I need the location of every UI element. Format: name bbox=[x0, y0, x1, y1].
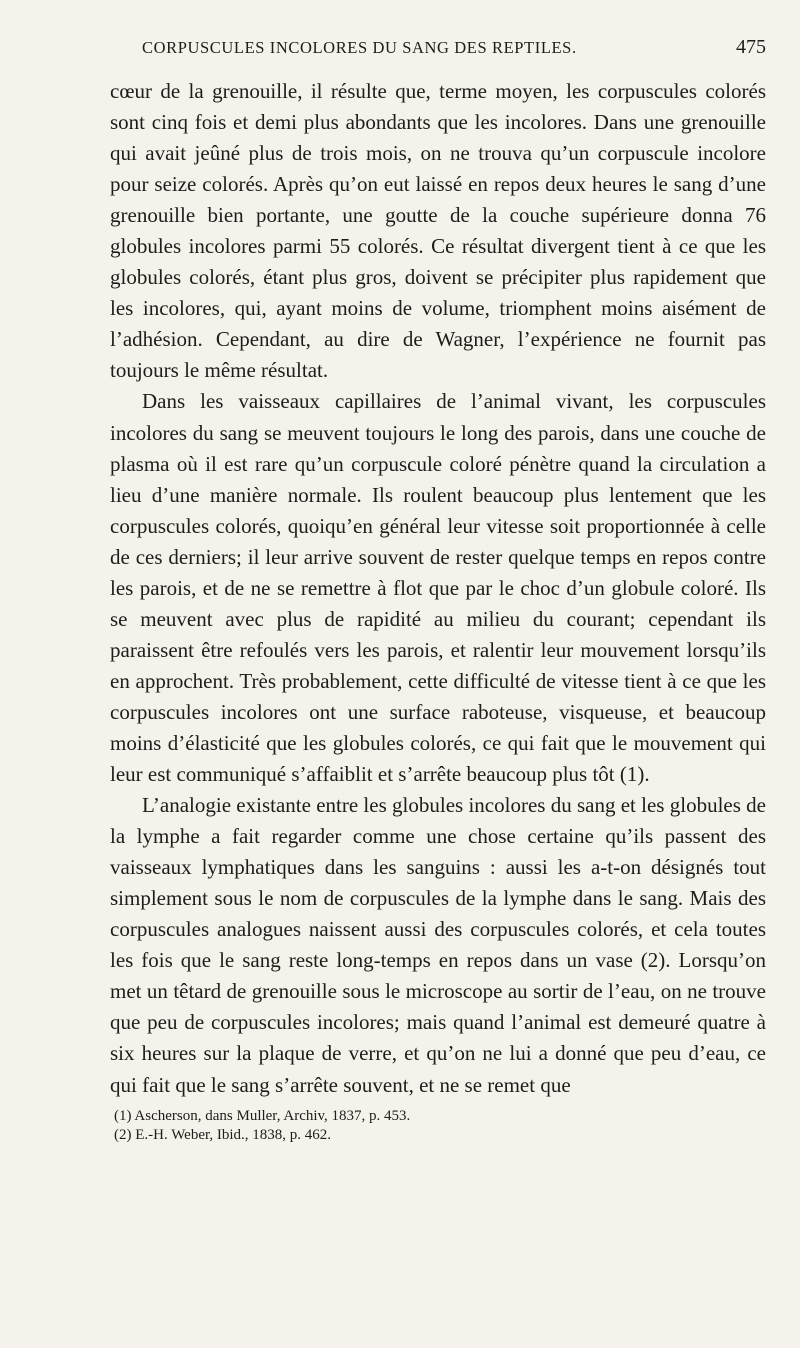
page-number: 475 bbox=[736, 36, 766, 58]
page-header bbox=[110, 26, 766, 76]
footnotes bbox=[110, 1107, 766, 1145]
footnote-1: (1) Ascherson, dans Muller, Archiv, 1837, p. 453. bbox=[114, 1107, 411, 1124]
paragraph-2: Dans les vaisseaux capillaires de l’animal vivant, les corpuscules incolores du sang se meuvent toujours le long des parois, dans une couche de plasma où il est rare qu’un corpuscule coloré pénètre quand la circulation a lieu d’une manière normale. Ils roulent beaucoup plus lentement que les corpuscules colorés, quoiqu’en général leur vitesse soit proportionnée à celle de ces derniers; il leur arrive souvent de rester quelque temps en repos contre les parois, et de ne se remettre à flot que par le choc d’un globule coloré. Ils se meuvent avec plus de rapidité au milieu du courant; cependant ils paraissent être refoulés vers les parois, et ralentir leur mouvement lorsqu’ils en approchent. Très probablement, cette difficulté de vitesse tient à ce que les corpuscules incolores ont une surface raboteuse, visqueuse, et beaucoup moins d’élasticité que les globules colorés, ce qui fait que le mouvement qui leur est communiqué s’affaiblit et s’arrête beaucoup plus tôt (1). bbox=[110, 389, 766, 787]
book-page bbox=[110, 26, 766, 1145]
paragraph-3: L’analogie existante entre les globules incolores du sang et les globules de la lymphe a fait regarder comme une chose certaine qu’ils passent des vaisseaux lymphatiques dans les sanguins : aussi les a-t-on désignés tout simplement sous le nom de corpuscules de la lymphe dans le sang. Mais des corpuscules analogues naissent aussi des corpuscules colorés, et cela toutes les fois que le sang reste long-temps en repos dans un vase (2). Lorsqu’on met un têtard de grenouille sous le microscope au sortir de l’eau, on ne trouve que peu de corpuscules incolores; mais quand l’animal est demeuré quatre à six heures sur la plaque de verre, et qu’on ne lui a donné que peu d’eau, ce qui fait que le sang s’arrête souvent, et ne se remet que bbox=[110, 793, 766, 1097]
paragraph-1: cœur de la grenouille, il résulte que, terme moyen, les corpuscules colorés sont cinq fois et demi plus abondants que les incolores. Dans une grenouille qui avait jeûné plus de trois mois, on ne trouva qu’un corpuscule incolore pour seize colorés. Après qu’on eut laissé en repos deux heures le sang d’une grenouille bien portante, une goutte de la couche supérieure donna 76 globules incolores parmi 55 colorés. Ce résultat divergent tient à ce que les globules colorés, étant plus gros, doivent se précipiter plus rapidement que les incolores, qui, ayant moins de volume, triomphent moins aisément de l’adhésion. Cependant, au dire de Wagner, l’expérience ne fournit pas toujours le même résultat. bbox=[110, 79, 766, 383]
footnote-2: (2) E.-H. Weber, Ibid., 1838, p. 462. bbox=[114, 1126, 332, 1143]
body-text bbox=[110, 76, 766, 1101]
running-title: CORPUSCULES INCOLORES DU SANG DES REPTILES. bbox=[142, 38, 577, 57]
